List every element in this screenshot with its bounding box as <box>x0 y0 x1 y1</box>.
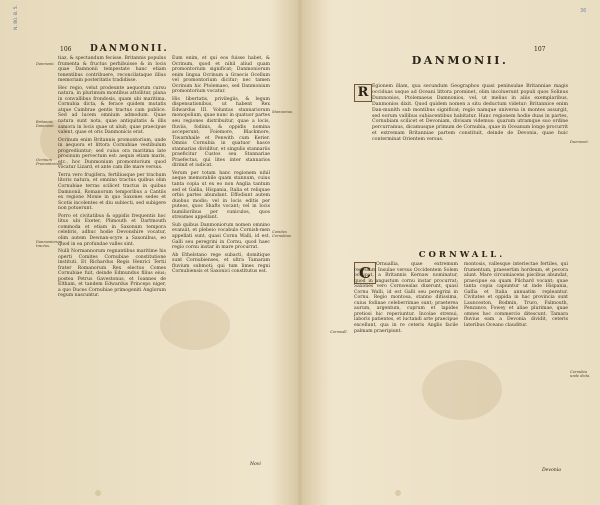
margin-note: Ocrinum Promontorium. <box>36 158 64 167</box>
margin-note: Comites Cornubiae. <box>272 230 293 239</box>
left-page <box>0 0 298 505</box>
paragraph: Hec regio, velut prodeunte aequorum cursu natura, in plurimum montibus attollitur, plana in convallibus frondosis, quam ubi maritima. Cornubia dicta, & ferace quidem mutatis atque Cambrae gentis tractus cam publice. Sed ad lucem omnium admodum. Quae natura sunt nota, quae antiquitatis & illis saniora in locis quae ut aluit; quae praecipue valent, quae et oris Danmonicis erat. <box>58 85 166 136</box>
margin-note: Britannis Damnonii. <box>36 120 55 129</box>
manuscript-annotation: N. 80. B. 5. <box>14 4 19 30</box>
paragraph: Egionem illam, qua secundum Geographos quasi peninsulae Britanniae magis occiduas usque ad Oceani littora prominet, olim incoluerunt populi quos Solinus Dumnonios, Ptolemaeus Damnonios, vel, ut melius in aliis exemplaribus, Danmonios dixit. Quod quidem nomen a situ deductum videtur: Britannice enim Dan-munith sub montibus significat; regio namque universa in montes assurgit, sed eorum vallibus subiacentibus habitatur. Hanc regionem hodie duas in partes, Cornubiam scilicet et Devoniam, divisam videmus: quarum utramque suo ordine percurramus, dicamusque primum de Cornubia, quae in Oceanum longe procurrit et extremam Britanniae partem constituit, deinde de Devonia, quae huic conterminat Orientem versus. <box>372 84 568 143</box>
margin-note: Cornubia unde dicta. <box>570 370 591 379</box>
page-number: 107 <box>534 46 546 53</box>
paragraph: Terra vero frugifera, fertiliusque per trachum litoris natura, et omnino tractus quibus olim Cornubiae terras scilicet tractus in quibus Damnonii, Romanorum temporibus a Cantiis ex regione Monie in quo Saxones sedes et Scotis incolentes et diu subiecti, sed subigere non potuerunt. <box>58 172 166 212</box>
margin-note: Danmonii. <box>36 62 55 66</box>
intro-paragraph <box>372 84 568 145</box>
paragraph: Ab Ethelstano rege subacti, domitique sunt Cornubienses, et ultra Tamaram fluvium submoti; qui tum limes regni Cornubiensis et Saxonici constitutus est. <box>172 252 270 275</box>
binding-hole <box>95 490 101 496</box>
section-title: CORNWALL. <box>418 250 506 260</box>
margin-note: Stannariae. <box>272 110 294 114</box>
decorated-initial: R <box>354 84 372 102</box>
page-number: 106 <box>60 46 72 53</box>
decorated-initial: C <box>354 262 376 284</box>
margin-note: Cornwall. <box>330 330 348 334</box>
foxing-stain <box>160 300 230 350</box>
paragraph: Sub quibus Danmoniorum nomen omnino evanuit, et plebeio vocabulo Cornish-men appellati sunt, quasi Cornu Walli, id est, Galli seu peregrini in Cornu, quod haec regio cornu instar in mare procurrat. <box>172 222 270 251</box>
catchword: Novi <box>250 462 261 467</box>
paragraph: Ornuallia, quae extremum recessum Insulae versus Occidentem Solem occupat, a Britannis Kernaw nominatur, quod in angustum cornu instar procurrat; Saxones vero Cornwealas dixerunt, quasi Cornu Walli, id est Galli seu peregrini in Cornu. Regio montosa, stanno ditissima, cuius fodinae celeberrimae sunt; praeterea aurum, argentum, cuprum et lapides pretiosi hic reperiuntur. Incolae strenui, laboris patientes, et luctandi arte praecipue excellunt, qua in re ceteris Anglis facile palmam praeripiunt. <box>354 262 458 334</box>
paragraph: His libertatis, privilegiis, & legum dispensationibus, ut habent Rex Edwardus III. Voluntas stannariorum monopolium, quae nunc in quatuor partes seu regiones distribuitur, quae a locis, fluviis, fodinis, & oppidis nomina acceperunt; Foiemore, Blackmore, Tiwarnhaile et Penwith cum Kerier. Omnis Cornubia in quatuor hasce stannarias dividitur, et singulis stannariis praeficitur Custos seu Stannariae Praefectus, qui lites inter stannarios dirimit et iudicat. <box>172 96 271 169</box>
binding-hole <box>395 490 401 496</box>
catchword: Devonia <box>542 468 561 473</box>
manuscript-annotation: 36 <box>580 8 587 14</box>
text-column-2 <box>172 56 270 277</box>
paragraph: Porro et civitatibus & oppidis frequentis hoc litus ubi Exeter, Plimouth et Dartmouth commoda et etiam in Saxonum tempora celebris, adhuc hodie Devonshire vocatur, olim autem Dewnan-scyre a Saxonibus, eo quod in ea profundae valles sint. <box>58 213 166 247</box>
paragraph: Eum enim, et qui eos fuisse habet, & Ocrinum, quod et nihil aliud quam promontorium significat; Danmoniorum enim lingua Ocrinum a Graecis Ocellum vel promontorium dicitur; nec tamen Ocrinum hic Ptolemaeo, sed Danmonium promontorium vocatur. <box>172 56 270 95</box>
paragraph: tiaz, & spectandum fecisse. Britannis populus frumenta & fructus perhibuisse & in locis quae Damnonii tempestate hanc etiam tenentibus contribuere, reconcilataque illius memoriam posteritatis tradidisse. <box>58 56 166 84</box>
text-column-2 <box>464 262 568 331</box>
paragraph: Verum per totam hanc regionem nihil aeque memorabile quam stannum, cuius tanta copia ut ex eo non Anglia tantum sed et Gallia, Hispania, Italia et reliquae orbis partes abundant. Effodiunt autem duobus modis: vel in locis editis per puteos, quos Shafts vocant; vel in locis humilioribus per cuniculos, quos streames appellant. <box>172 170 270 221</box>
text-column-1 <box>354 262 458 336</box>
right-page <box>302 0 600 505</box>
running-head: DANMONII. <box>90 44 169 54</box>
margin-note: Danmoniorum tractus. <box>36 240 62 249</box>
paragraph: Nulli Normannorum regnantibus maritime his operti Comites Cornubiae constitutione instituti. Et Richardus Regis Henrici Tertii frater Romanorum Rex electus Comes Cornubiae fuit, deinde Edmundus filius eius; postea Petrus Gavestonus, et Ioannes de Eltham, et tandem Edwardus Princeps niger, a quo Duces Cornubiae primogeniti Anglorum regum nascuntur. <box>58 249 166 299</box>
paragraph: montosis, vallesque interiectae fertiles, qui frumentum, praesertim hordeum, et pecora alunt. Mare circumiacens piscibus abundat, praecipue ea quam Pilchard vocant; quae tanta copia capiuntur ut inde Hispania, Gallia et Italia annuatim repleantur. Civitates et oppida in hac provincia sunt Launceston, Bodmin, Truro, Falmouth, Penzance, Fowey et aliae plurimae, quae omnes hoc commercio ditescunt. Tamara fluvius eam a Devonia dividit, ceteris lateribus Oceano clauditur. <box>464 262 568 329</box>
page-title: DANMONII. <box>411 54 509 67</box>
margin-note: Dumnonii. <box>570 140 589 144</box>
foxing-stain <box>422 360 502 420</box>
paragraph: Ocrinum enim Britannis promontorium, unde in aequora et littora Cornubiae vestibulum progrediuntur; sed cuius ora maritima late prosinum pervectum est: aequis etiam maris, etc., hoc Dunmonium promontorium quod vocatur Lizard, et ante cam ille mare versus. <box>58 137 166 171</box>
text-column-1 <box>58 56 166 301</box>
